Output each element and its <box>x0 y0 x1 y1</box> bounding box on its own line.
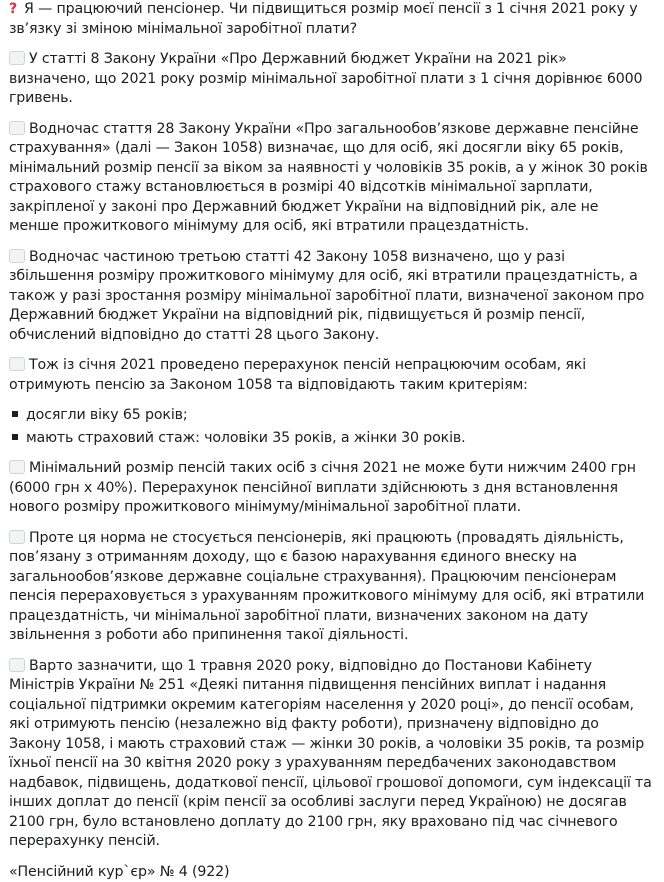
bullet-square-icon <box>12 434 18 440</box>
list-item-text: досягли віку 65 років; <box>26 407 187 423</box>
list-item <box>9 406 652 426</box>
question-text: Я — працюючий пенсіонер. Чи підвищиться розмір моєї пенсії з 1 січня 2021 року у зв’язку зі зміною мінімальної заробітної плати? <box>9 1 637 37</box>
emoji-placeholder-icon <box>9 249 25 263</box>
bullet-square-icon <box>12 411 18 417</box>
emoji-placeholder-icon <box>9 658 25 672</box>
paragraph-minimum-pension <box>9 459 652 518</box>
paragraph-article-42 <box>9 248 652 346</box>
emoji-placeholder-icon <box>9 51 25 65</box>
paragraph-minimum-wage <box>9 50 652 109</box>
question-mark-icon: ? <box>9 0 21 20</box>
question-paragraph <box>9 0 652 39</box>
paragraph-recalculation <box>9 356 652 395</box>
paragraph-text: У статті 8 Закону України «Про Державний бюджет України на 2021 рік» визначено, що 2021 року розмір мінімальної заробітної плати з 1 січня дорівнює 6000 гривень. <box>9 51 642 106</box>
list-item-text: мають страховий стаж: чоловіки 35 років, а жінки 30 років. <box>26 430 465 446</box>
criteria-list <box>9 406 652 448</box>
paragraph-working-pensioners <box>9 529 652 646</box>
list-item <box>9 429 652 449</box>
paragraph-text: Варто зазначити, що 1 травня 2020 року, відповідно до Постанови Кабінету Міністрів України № 251 «Деякі питання підвищення пенсійних виплат і надання соціальної підтримки окремим категоріям населення у 2020 році», до пенсії особам, які отримують пенсію (незалежно від факту роботи), призначену відповідно до Закону 1058, і мають страховий стаж — жінки 30 років, а чоловіки 35 років, та розмір їхньої пенсії на 30 квітня 2020 року з урахуванням передбачених законодавством надбавок, підвищень, додаткової пенсії, цільової грошової допомоги, сум індексації та інших доплат до пенсії (крім пенсії за особливі заслуги перед Україною) не досягав 2100 грн, було встановлено доплату до 2100 грн, яку враховано під час січневого перерахунку пенсій. <box>9 658 652 850</box>
paragraph-resolution-251 <box>9 657 652 852</box>
paragraph-text: Проте ця норма не стосується пенсіонерів, які працюють (провадять діяльність, пов’язану з отриманням доходу, що є базою нарахування єдиного внеску на загальнообов’язкове державне соціальне страхування). Працюючим пенсіонерам пенсія перераховується з урахуванням прожиткового мінімуму для осіб, які втратили працездатність, чи мінімальної заробітної плати, визначених законом на дату звільнення з роботи або припинення такої діяльності. <box>9 530 644 644</box>
paragraph-article-28 <box>9 120 652 237</box>
emoji-placeholder-icon <box>9 121 25 135</box>
emoji-placeholder-icon <box>9 357 25 371</box>
source-citation: «Пенсійний кур`єр» № 4 (922) <box>9 863 652 882</box>
paragraph-text: Мінімальний розмір пенсій таких осіб з січня 2021 не може бути нижчим 2400 грн (6000 грн х 40%). Перерахунок пенсійної виплати здійснюють з дня встановлення нового розміру прожиткового мінімуму/мінімальної заробітної плати. <box>9 460 636 515</box>
paragraph-text: Водночас частиною третьою статті 42 Закону 1058 визначено, що у разі збільшення розміру прожиткового мінімуму для осіб, які втратили працездатність, а також у разі зростання розміру мінімальної заробітної плати, визначеної законом про Державний бюджет України на відповідний рік, підвищується й розмір пенсії, обчислений відповідно до статті 28 цього Закону. <box>9 249 644 343</box>
paragraph-text: Тож із січня 2021 проведено перерахунок пенсій непрацюючим особам, які отримують пенсію за Законом 1058 та відповідають таким критеріям: <box>9 357 586 393</box>
emoji-placeholder-icon <box>9 460 25 474</box>
emoji-placeholder-icon <box>9 530 25 544</box>
paragraph-text: Водночас стаття 28 Закону України «Про загальнообов’язкове державне пенсійне страхування» (далі — Закон 1058) визначає, що для осіб, які досягли віку 65 років, мінімальний розмір пенсії за віком за наявності у чоловіків 35 років, а у жінок 30 років страхового стажу встановлюється в розмірі 40 відсотків мінімальної зарплати, закріпленої у законі про Державний бюджет України на відповідний рік, але не менше прожиткового мінімуму для осіб, які втратили працездатність. <box>9 121 648 235</box>
